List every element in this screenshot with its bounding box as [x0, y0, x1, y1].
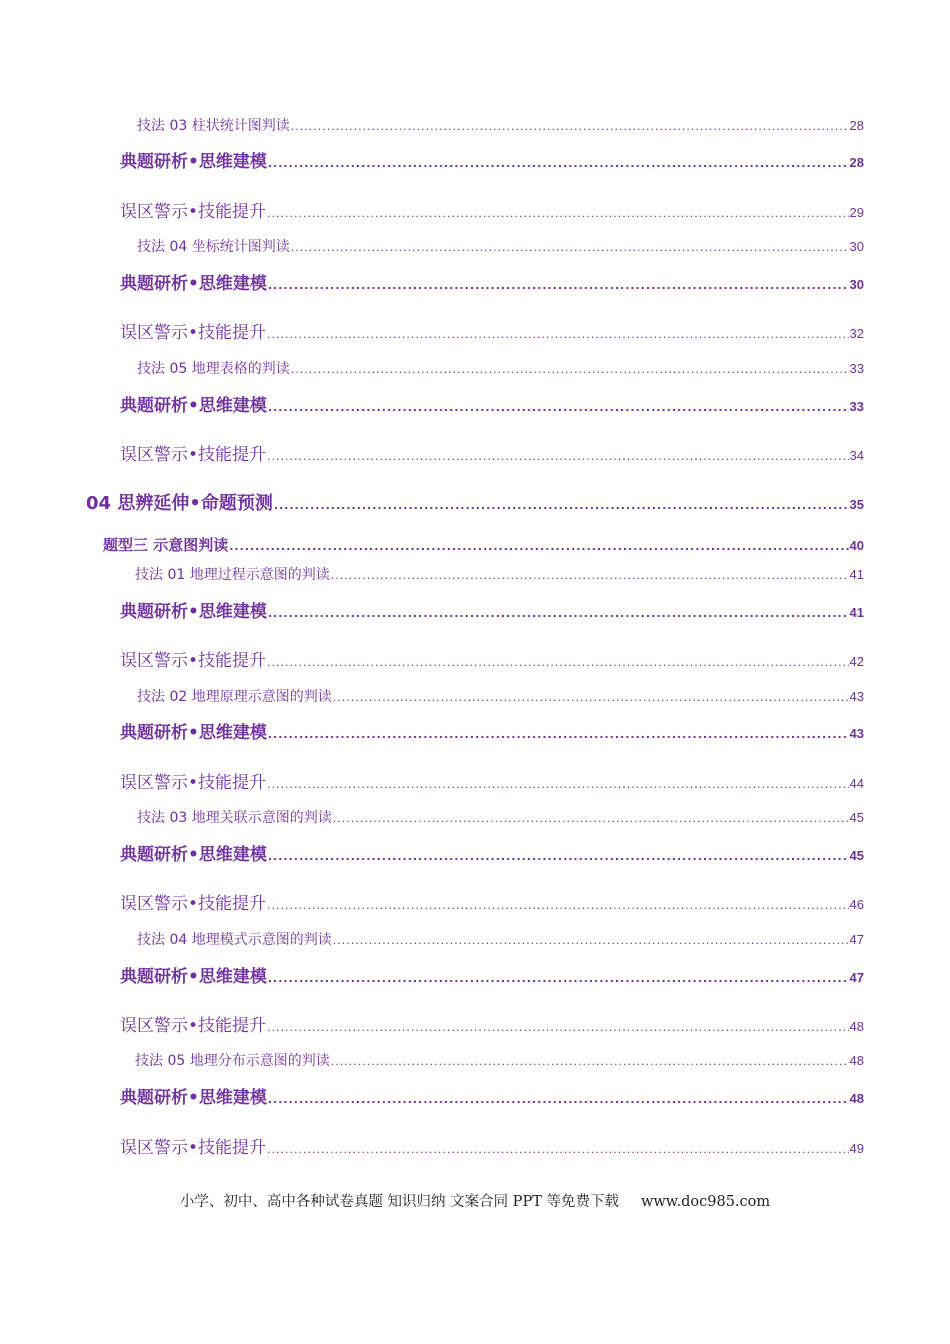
toc-entry[interactable]: [137, 686, 864, 708]
toc-entry-label: 技法 05 地理分布示意图的判读: [135, 1053, 330, 1069]
toc-leader-dots: [267, 450, 849, 463]
toc-entry-label: 典题研析•思维建模: [120, 152, 267, 172]
toc-page-number: 48: [849, 1019, 864, 1034]
toc-entry[interactable]: [137, 236, 864, 258]
toc-entry[interactable]: [137, 358, 864, 380]
toc-leader-dots: [267, 899, 849, 912]
footer-text: 小学、初中、高中各种试卷真题 知识归纳 文案合同 PPT 等免费下载: [179, 1194, 619, 1210]
toc-entry[interactable]: [135, 564, 864, 586]
toc-page-number: 45: [849, 810, 864, 825]
toc-entry[interactable]: [120, 768, 864, 794]
toc-entry-label: 题型三 示意图判读: [103, 536, 229, 554]
toc-chapter-entry[interactable]: [86, 489, 864, 517]
toc-page-number: 49: [849, 1141, 864, 1156]
toc-leader-dots: [267, 207, 849, 220]
toc-entry-label: 误区警示•技能提升: [120, 651, 267, 671]
toc-page-number: 42: [849, 654, 864, 669]
toc-page-number: 28: [849, 118, 864, 133]
toc-entry-label: 技法 03 柱状统计图判读: [137, 118, 290, 134]
toc-entry[interactable]: [120, 147, 864, 173]
toc-page-number: 35: [849, 497, 864, 512]
toc-leader-dots: [267, 1143, 849, 1156]
toc-leader-dots: [331, 1055, 849, 1068]
toc-page-number: 45: [849, 848, 864, 863]
toc-entry-label: 典题研析•思维建模: [120, 845, 267, 865]
toc-entry[interactable]: [135, 1050, 864, 1072]
toc-page-number: 48: [849, 1091, 864, 1106]
toc-entry-label: 技法 05 地理表格的判读: [137, 361, 290, 377]
toc-page-number: 47: [849, 970, 864, 985]
toc-leader-dots: [291, 363, 849, 376]
toc-entry[interactable]: [120, 840, 864, 866]
toc-entry[interactable]: [120, 269, 864, 295]
toc-leader-dots: [267, 328, 849, 341]
toc-entry-label: 典题研析•思维建模: [120, 967, 267, 987]
toc-entry[interactable]: [120, 1011, 864, 1037]
toc-page-number: 30: [849, 277, 864, 292]
toc-entry-label: 典题研析•思维建模: [120, 723, 267, 743]
toc-entry-label: 误区警示•技能提升: [120, 1138, 267, 1158]
toc-leader-dots: [333, 691, 849, 704]
page-footer: [0, 1190, 950, 1211]
toc-page-number: 44: [849, 776, 864, 791]
toc-leader-dots: [291, 241, 849, 254]
toc-entry-label: 误区警示•技能提升: [120, 894, 267, 914]
toc-entry-label: 典题研析•思维建模: [120, 396, 267, 416]
toc-page-number: 47: [849, 932, 864, 947]
toc-leader-dots: [267, 778, 849, 791]
toc-entry[interactable]: [137, 115, 864, 137]
toc-section-entry[interactable]: [103, 534, 864, 558]
toc-leader-dots: [267, 656, 849, 669]
toc-entry-label: 典题研析•思维建模: [120, 1088, 267, 1108]
toc-page-number: 41: [849, 605, 864, 620]
toc-leader-dots: [268, 728, 849, 741]
toc-entry-label: 典题研析•思维建模: [120, 274, 267, 294]
toc-entry-label: 04 思辨延伸•命题预测: [86, 493, 273, 514]
toc-entry[interactable]: [120, 391, 864, 417]
toc-leader-dots: [291, 120, 849, 133]
toc-page-number: 41: [849, 567, 864, 582]
toc-page-number: 32: [849, 326, 864, 341]
toc-entry[interactable]: [120, 1083, 864, 1109]
toc-leader-dots: [333, 934, 849, 947]
toc-leader-dots: [333, 812, 849, 825]
toc-leader-dots: [267, 1021, 849, 1034]
toc-leader-dots: [274, 499, 849, 512]
toc-entry[interactable]: [120, 197, 864, 223]
toc-page-number: 40: [849, 538, 864, 553]
toc-leader-dots: [268, 607, 849, 620]
toc-entry[interactable]: [120, 889, 864, 915]
toc-page-number: 28: [849, 155, 864, 170]
toc-page-number: 43: [849, 689, 864, 704]
toc-page-number: 48: [849, 1053, 864, 1068]
toc-page-number: 30: [849, 239, 864, 254]
toc-page-number: 43: [849, 726, 864, 741]
toc-leader-dots: [268, 850, 849, 863]
toc-entry[interactable]: [120, 646, 864, 672]
toc-entry-label: 技法 01 地理过程示意图的判读: [135, 567, 330, 583]
toc-entry-label: 误区警示•技能提升: [120, 773, 267, 793]
toc-entry[interactable]: [120, 440, 864, 466]
toc-entry-label: 误区警示•技能提升: [120, 323, 267, 343]
toc-page-number: 46: [849, 897, 864, 912]
toc-leader-dots: [268, 1093, 849, 1106]
toc-page-number: 33: [849, 399, 864, 414]
toc-leader-dots: [268, 279, 849, 292]
toc-entry[interactable]: [137, 807, 864, 829]
toc-page-number: 33: [849, 361, 864, 376]
toc-leader-dots: [229, 540, 848, 553]
toc-page-number: 29: [849, 205, 864, 220]
toc-leader-dots: [268, 401, 849, 414]
toc-entry-label: 技法 04 地理模式示意图的判读: [137, 932, 332, 948]
toc-entry-label: 技法 02 地理原理示意图的判读: [137, 689, 332, 705]
toc-leader-dots: [268, 157, 849, 170]
toc-entry-label: 误区警示•技能提升: [120, 445, 267, 465]
toc-leader-dots: [268, 972, 849, 985]
toc-entry-label: 典题研析•思维建模: [120, 602, 267, 622]
toc-leader-dots: [331, 569, 849, 582]
toc-entry-label: 误区警示•技能提升: [120, 202, 267, 222]
toc-entry[interactable]: [120, 718, 864, 744]
toc-entry-label: 技法 03 地理关联示意图的判读: [137, 810, 332, 826]
toc-entry[interactable]: [120, 597, 864, 623]
toc-entry[interactable]: [120, 962, 864, 988]
footer-url-link[interactable]: www.doc985.com: [640, 1194, 771, 1210]
toc-entry-label: 技法 04 坐标统计图判读: [137, 239, 290, 255]
toc-entry-label: 误区警示•技能提升: [120, 1016, 267, 1036]
toc-entry[interactable]: [120, 1133, 864, 1159]
toc-page-number: 34: [849, 448, 864, 463]
toc-entry[interactable]: [137, 929, 864, 951]
toc-entry[interactable]: [120, 318, 864, 344]
